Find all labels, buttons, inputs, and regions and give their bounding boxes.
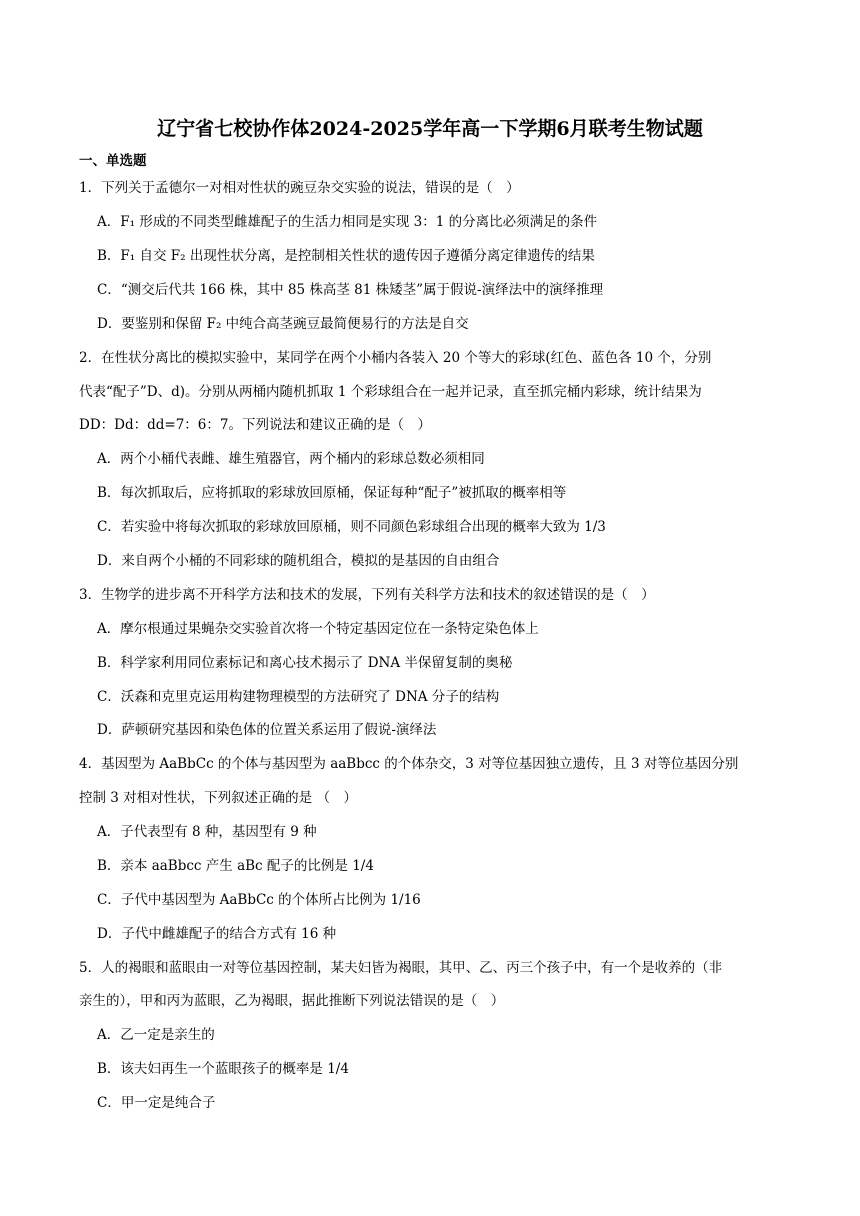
question-4-stem-line-1: 4．基因型为 AaBbCc 的个体与基因型为 aaBbcc 的个体杂交，3 对等位基因独立遗传，且 3 对等位基因分别 xyxy=(79,756,739,772)
question-3-stem: 3．生物学的进步离不开科学方法和技术的发展，下列有关科学方法和技术的叙述错误的是（ ） xyxy=(79,587,655,603)
question-4-option-c: C．子代中基因型为 AaBbCc 的个体所占比例为 1/16 xyxy=(97,892,421,908)
question-5-stem-line-1: 5．人的褐眼和蓝眼由一对等位基因控制，某夫妇皆为褐眼，其甲、乙、丙三个孩子中，有一个是收养的（非 xyxy=(79,960,723,976)
question-1-option-d: D．要鉴别和保留 F₂ 中纯合高茎豌豆最简便易行的方法是自交 xyxy=(97,316,469,332)
question-4-option-b: B．亲本 aaBbcc 产生 aBc 配子的比例是 1/4 xyxy=(97,858,374,874)
question-5-stem-line-2: 亲生的），甲和丙为蓝眼，乙为褐眼，据此推断下列说法错误的是（ ） xyxy=(79,993,505,1009)
question-2-option-b: B．每次抓取后，应将抓取的彩球放回原桶，保证每种“配子”被抓取的概率相等 xyxy=(97,485,567,501)
question-5-option-c: C．甲一定是纯合子 xyxy=(97,1095,216,1111)
question-4-option-a: A．子代表型有 8 种，基因型有 9 种 xyxy=(97,824,317,840)
question-3-option-a: A．摩尔根通过果蝇杂交实验首次将一个特定基因定位在一条特定染色体上 xyxy=(97,621,539,637)
question-1-option-b: B．F₁ 自交 F₂ 出现性状分离，是控制相关性状的遗传因子遵循分离定律遗传的结果 xyxy=(97,248,595,264)
question-2-option-a: A．两个小桶代表雌、雄生殖器官，两个桶内的彩球总数必须相同 xyxy=(97,451,485,467)
section-heading: 一、单选题 xyxy=(79,153,147,169)
question-2-stem-line-1: 2．在性状分离比的模拟实验中，某同学在两个小桶内各装入 20 个等大的彩球(红色、蓝色各 10 个，分别 xyxy=(79,350,712,366)
question-5-option-b: B．该夫妇再生一个蓝眼孩子的概率是 1/4 xyxy=(97,1061,349,1077)
question-5-option-a: A．乙一定是亲生的 xyxy=(97,1027,215,1043)
question-2-stem-line-2: 代表“配子”D、d)。分别从两桶内随机抓取 1 个彩球组合在一起并记录，直至抓完桶内彩球，统计结果为 xyxy=(79,384,702,400)
question-2-option-c: C．若实验中将每次抓取的彩球放回原桶，则不同颜色彩球组合出现的概率大致为 1/3 xyxy=(97,519,606,535)
question-3-option-b: B．科学家利用同位素标记和离心技术揭示了 DNA 半保留复制的奥秘 xyxy=(97,655,513,671)
question-2-option-d: D．来自两个小桶的不同彩球的随机组合，模拟的是基因的自由组合 xyxy=(97,553,500,569)
question-3-option-d: D．萨顿研究基因和染色体的位置关系运用了假说-演绎法 xyxy=(97,722,437,738)
question-1-option-a: A．F₁ 形成的不同类型雌雄配子的生活力相同是实现 3：1 的分离比必须满足的条件 xyxy=(97,214,598,230)
question-4-stem-line-2: 控制 3 对相对性状，下列叙述正确的是 （ ） xyxy=(79,790,357,806)
question-2-stem-line-3: DD：Dd：dd=7：6：7。下列说法和建议正确的是（ ） xyxy=(79,417,431,433)
question-1-option-c: C．“测交后代共 166 株，其中 85 株高茎 81 株矮茎”属于假说-演绎法中的演绎推理 xyxy=(97,282,604,298)
question-3-option-c: C．沃森和克里克运用构建物理模型的方法研究了 DNA 分子的结构 xyxy=(97,689,500,705)
document-title: 辽宁省七校协作体2024-2025学年高一下学期6月联考生物试题 xyxy=(157,118,703,140)
question-1-stem: 1．下列关于孟德尔一对相对性状的豌豆杂交实验的说法，错误的是（ ） xyxy=(79,180,520,196)
question-4-option-d: D．子代中雌雄配子的结合方式有 16 种 xyxy=(97,926,337,942)
